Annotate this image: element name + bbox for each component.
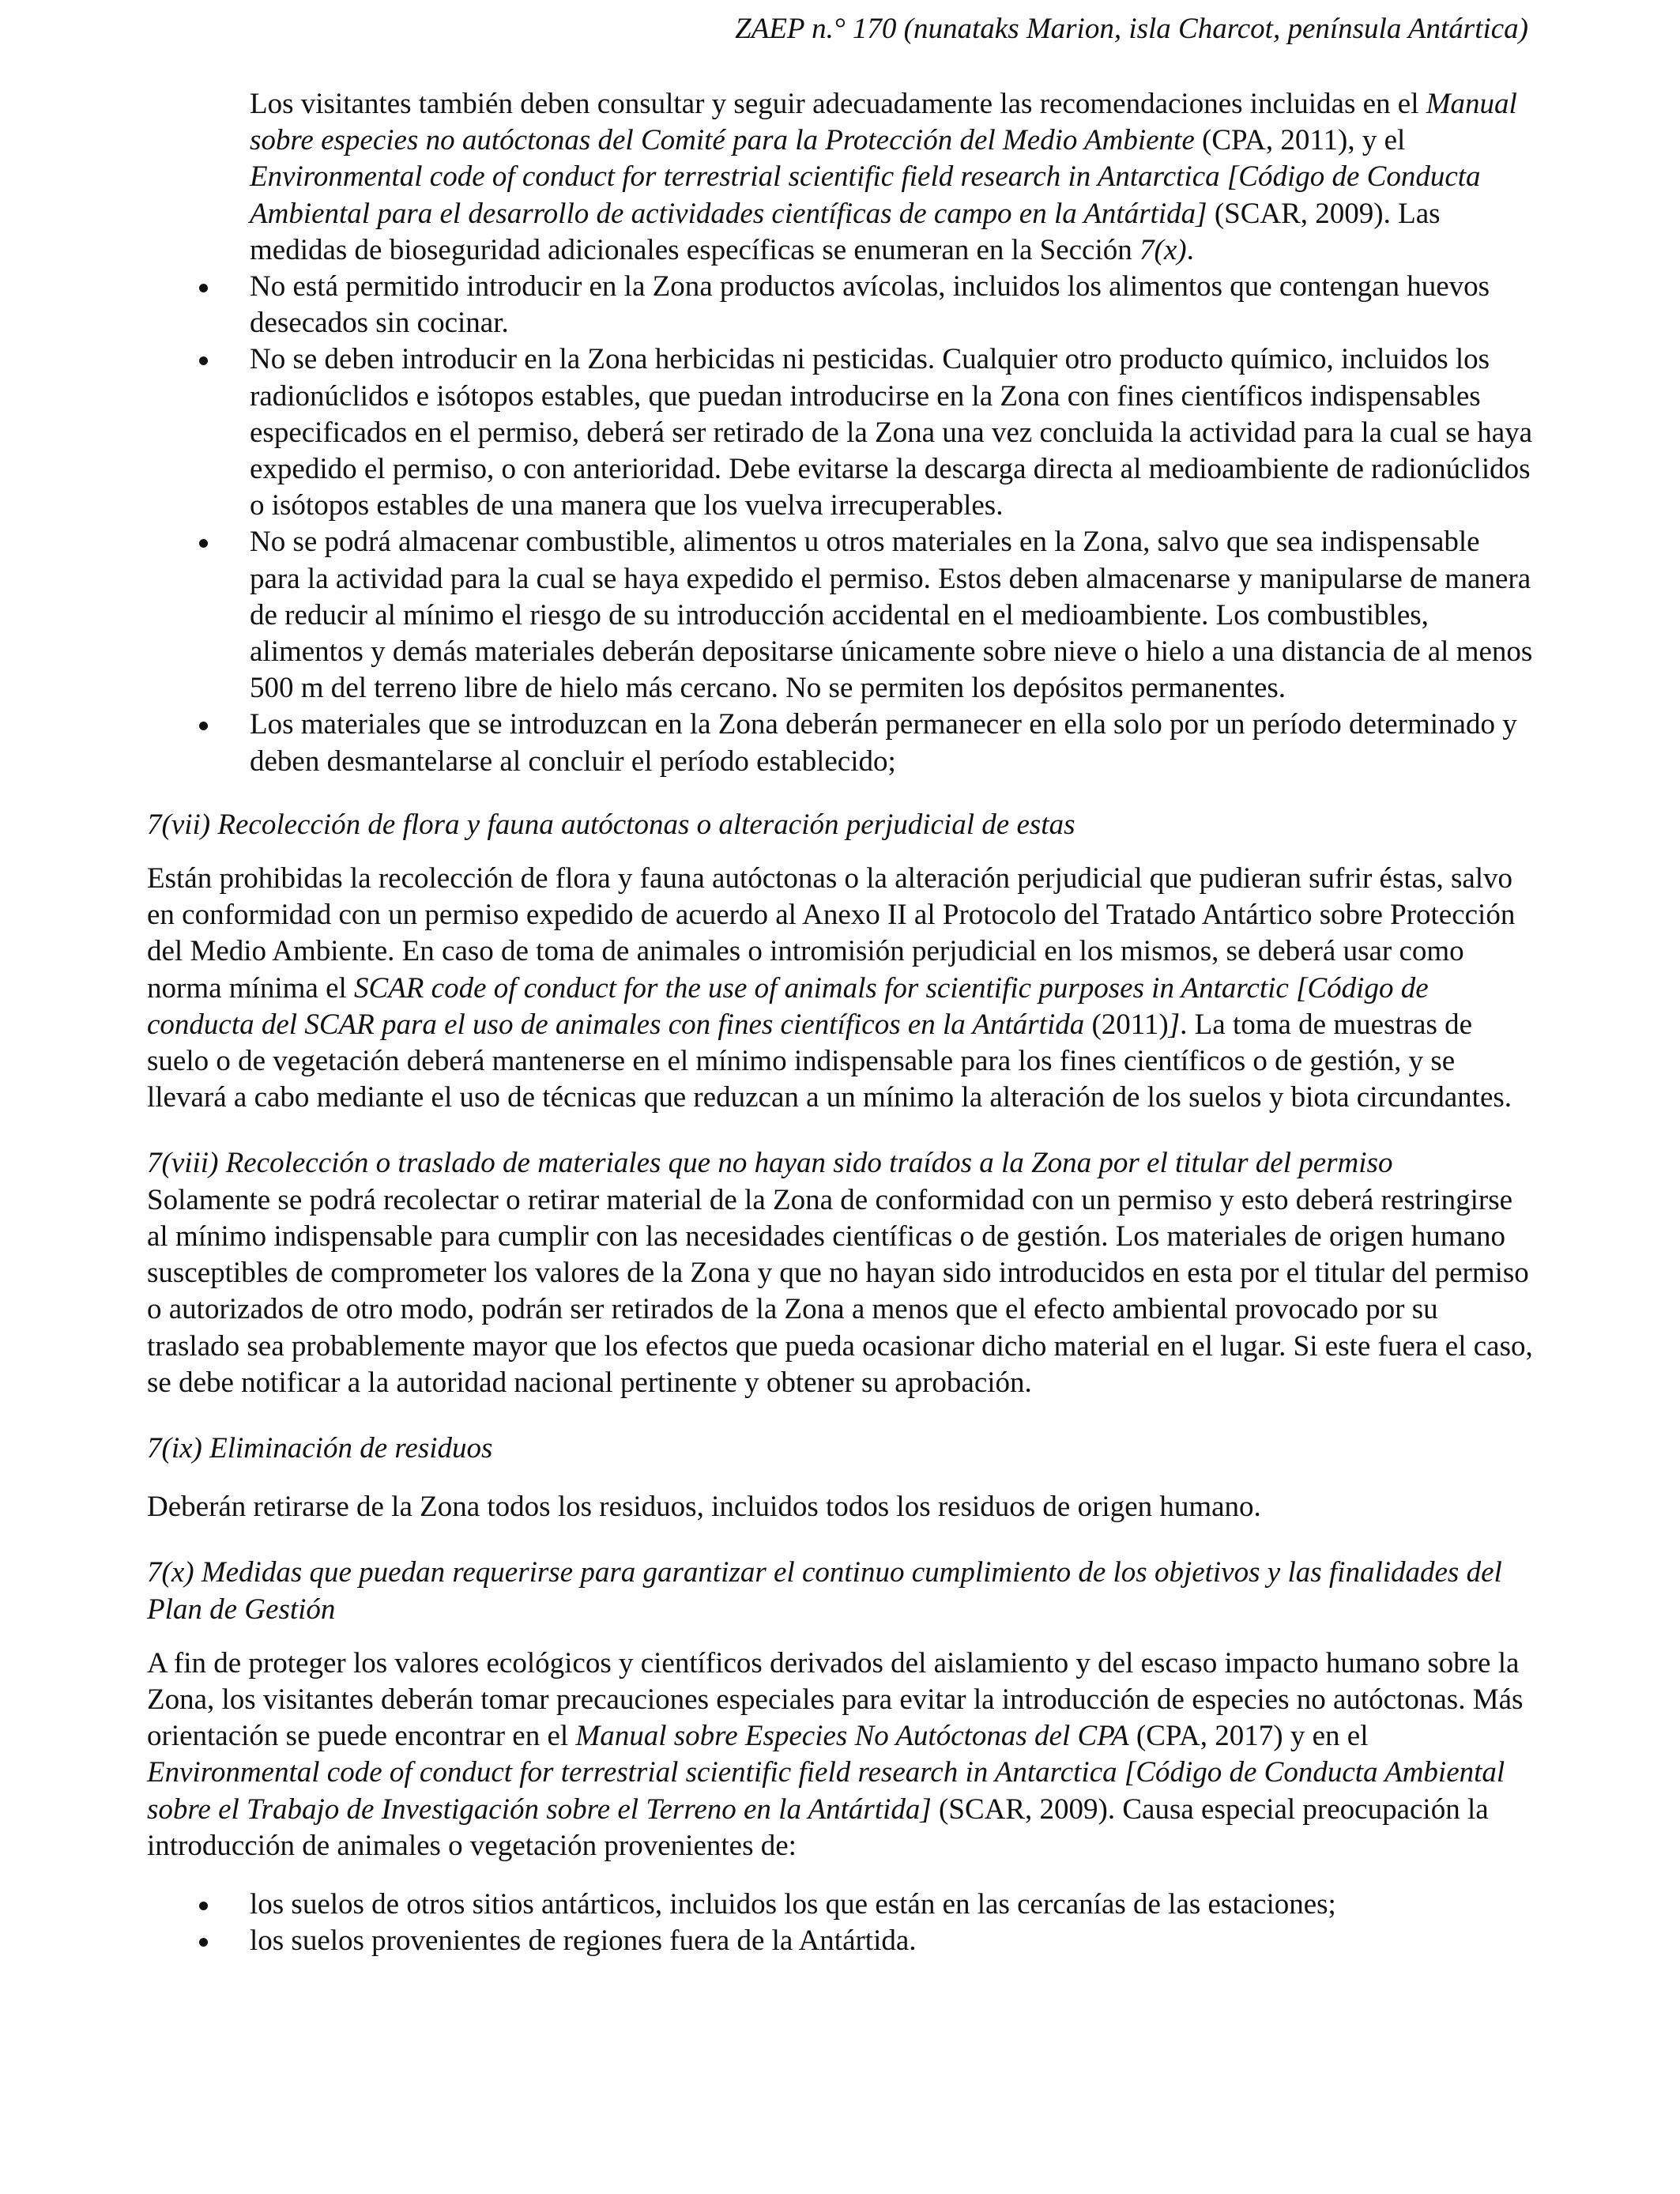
bullet-icon bbox=[199, 722, 208, 730]
list-item: No se deben introducir en la Zona herbicidas ni pesticidas. Cualquier otro producto químico, incluidos los radionúclidos e isótopos estables, que puedan introducirse en la Zona con fines científicos indispensables especificados en el permiso, deberá ser retirado de la Zona una vez concluida la actividad para la cual se haya expedido el permiso, o con anterioridad. Debe evitarse la descarga directa al medioambiente de radionúclidos o isótopos estables de una manera que los vuelva irrecuperables. bbox=[147, 341, 1535, 524]
running-header: ZAEP n.° 170 (nunataks Marion, isla Charcot, península Antártica) bbox=[735, 13, 1528, 45]
bullet-icon bbox=[199, 539, 208, 548]
section-7vii-paragraph: Están prohibidas la recolección de flora y fauna autóctonas o la alteración perjudicial que pudieran sufrir éstas, salvo en conformidad con un permiso expedido de acuerdo al Anexo II al Protocolo del Tratado Antártico sobre Protección del Medio Ambiente. En caso de toma de animales o intromisión perjudicial en los mismos, se deberá usar como norma mínima el SCAR code of conduct for the use of animals for scientific purposes in Antarctic [Código de conducta del SCAR para el uso de animales con fines científicos en la Antártida (2011)]. La toma de muestras de suelo o de vegetación deberá mantenerse en el mínimo indispensable para los fines científicos o de gestión, y se llevará a cabo mediante el uso de técnicas que reduzcan a un mínimo la alteración de los suelos y biota circundantes. bbox=[147, 862, 1516, 1114]
scar-code-citation: Environmental code of conduct for terrestrial scientific field research in Antarctica [Código de Conducta Ambiental para el desarrollo de actividades científicas de campo en la Antártida] bbox=[250, 160, 1481, 230]
section-7x-paragraph: A fin de proteger los valores ecológicos y científicos derivados del aislamiento y del escaso impacto humano sobre la Zona, los visitantes deberán tomar precauciones especiales para evitar la introducción de especies no autóctonas. Más orientación se puede encontrar en el Manual sobre Especies No Autóctonas del CPA (CPA, 2017) y en el Environmental code of conduct for terrestrial scientific field research in Antarctica [Código de Conducta Ambiental sobre el Trabajo de Investigación sobre el Terreno en la Antártida] (SCAR, 2009). Causa especial preocupación la introducción de animales o vegetación provenientes de: bbox=[147, 1646, 1524, 1862]
list-item: Los materiales que se introduzcan en la Zona deberán permanecer en ella solo por un período determinado y deben desmantelarse al concluir el período establecido; bbox=[147, 707, 1535, 779]
section-heading-7ix: 7(ix) Eliminación de residuos bbox=[147, 1431, 493, 1465]
page-body bbox=[147, 86, 1535, 1959]
section-7ix-paragraph: Deberán retirarse de la Zona todos los residuos, incluidos todos los residuos de origen humano. bbox=[147, 1491, 1261, 1524]
list-item: los suelos de otros sitios antárticos, incluidos los que están en las cercanías de las estaciones; bbox=[147, 1887, 1535, 1923]
intro-continuation-paragraph: Los visitantes también deben consultar y seguir adecuadamente las recomendaciones incluidas en el Manual sobre especies no autóctonas del Comité para la Protección del Medio Ambiente (CPA, 2011), y el Environmental code of conduct for terrestrial scientific field research in Antarctica [Código de Conducta Ambiental para el desarrollo de actividades científicas de campo en la Antártida] (SCAR, 2009). Las medidas de bioseguridad adicionales específicas se enumeran en la Sección 7(x). bbox=[250, 88, 1517, 266]
soil-sources-bullet-list bbox=[147, 1887, 1535, 1959]
bullet-icon bbox=[199, 356, 208, 365]
section-7viii-paragraph: Solamente se podrá recolectar o retirar material de la Zona de conformidad con un permiso y esto deberá restringirse al mínimo indispensable para cumplir con las necesidades científicas o de gestión. Los materiales de origen humano susceptibles de comprometer los valores de la Zona y que no hayan sido introducidos en esta por el titular del permiso o autorizados de otro modo, podrán ser retirados de la Zona a menos que el efecto ambiental provocado por su traslado sea probablemente mayor que los efectos que pueda ocasionar dicho material en el lugar. Si este fuera el caso, se debe notificar a la autoridad nacional pertinente y obtener su aprobación. bbox=[147, 1183, 1533, 1399]
bullet-icon bbox=[199, 284, 208, 292]
bullet-icon bbox=[199, 1938, 208, 1947]
bullet-icon bbox=[199, 1902, 208, 1910]
list-item: No se podrá almacenar combustible, alimentos u otros materiales en la Zona, salvo que sea indispensable para la actividad para la cual se haya expedido el permiso. Estos deben almacenarse y manipularse de manera de reducir al mínimo el riesgo de su introducción accidental en el medioambiente. Los combustibles, alimentos y demás materiales deberán depositarse únicamente sobre nieve o hielo a una distancia de al menos 500 m del terreno libre de hielo más cercano. No se permiten los depósitos permanentes. bbox=[147, 524, 1535, 707]
section-heading-7vii: 7(vii) Recolección de flora y fauna autóctonas o alteración perjudicial de estas bbox=[147, 808, 1075, 841]
manual-title-citation: Manual sobre especies no autóctonas del Comité para la Protección del Medio Ambiente bbox=[250, 88, 1517, 157]
scar-code-citation-2: Environmental code of conduct for terrestrial scientific field research in Antarctica [Código de Conducta Ambiental sobre el Trabajo de Investigación sobre el Terreno en la Antártida] bbox=[147, 1756, 1505, 1826]
scar-animals-code-citation: SCAR code of conduct for the use of animals for scientific purposes in Antarctic [Código de conducta del SCAR para el uso de animales con fines científicos en la Antártida bbox=[147, 971, 1429, 1041]
list-item: No está permitido introducir en la Zona productos avícolas, incluidos los alimentos que contengan huevos desecados sin cocinar. bbox=[147, 269, 1535, 341]
section-reference: 7(x) bbox=[1139, 233, 1187, 266]
cpa-manual-citation: Manual sobre Especies No Autóctonas del CPA bbox=[575, 1720, 1129, 1753]
list-item: los suelos provenientes de regiones fuera de la Antártida. bbox=[147, 1923, 1535, 1959]
section-heading-7viii: 7(viii) Recolección o traslado de materiales que no hayan sido traídos a la Zona por el titular del permiso bbox=[147, 1147, 1393, 1180]
restrictions-bullet-list bbox=[147, 269, 1535, 780]
section-heading-7x: 7(x) Medidas que puedan requerirse para garantizar el continuo cumplimiento de los objetivos y las finalidades del Plan de Gestión bbox=[147, 1556, 1502, 1626]
